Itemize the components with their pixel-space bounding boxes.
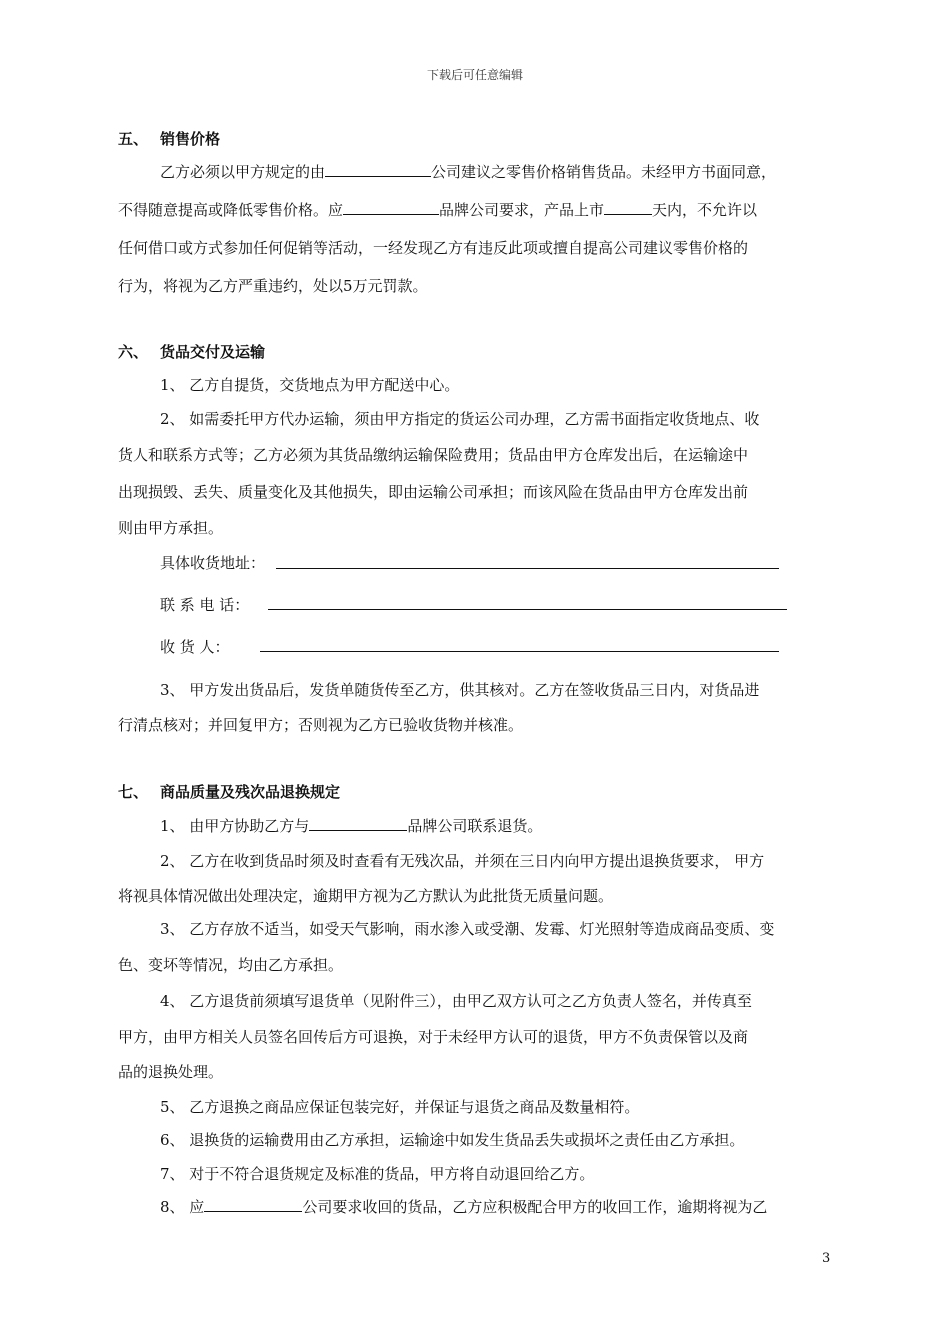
- section-5-heading: [118, 128, 220, 149]
- s5-line-4: 行为，将视为乙方严重违约，处以5万元罚款。: [118, 277, 428, 295]
- s6-item-3-line-2: 行清点核对；并回复甲方；否则视为乙方已验收货物并核准。: [118, 716, 524, 734]
- s5-text: 乙方必须以甲方规定的由: [160, 163, 326, 181]
- s6-item-2-line-1: 2、 如需委托甲方代办运输，须由甲方指定的货运公司办理，乙方需书面指定收货地点、收: [160, 410, 760, 428]
- s6-item-1: 1、 乙方自提货，交货地点为甲方配送中心。: [160, 376, 460, 394]
- phone-label: 联 系 电 话：: [160, 596, 250, 614]
- recipient-field[interactable]: [260, 651, 779, 652]
- s5-text: 品牌公司要求，产品上市: [439, 201, 605, 219]
- s7-item-3-line-1: 3、 乙方存放不适当，如受天气影响，雨水渗入或受潮、发霉、灯光照射等造成商品变质、变: [160, 920, 775, 938]
- s7-item-1: [160, 815, 542, 836]
- s7-item-5: 5、 乙方退换之商品应保证包装完好，并保证与退货之商品及数量相符。: [160, 1098, 640, 1116]
- s5-line-3: 任何借口或方式参加任何促销等活动，一经发现乙方有违反此项或擅自提高公司建议零售价格的: [118, 239, 749, 257]
- s7-item-4-line-2: 甲方，由甲方相关人员签名回传后方可退换，对于未经甲方认可的退货，甲方不负责保管以及商: [118, 1028, 749, 1046]
- blank-brand-return: [309, 816, 407, 831]
- s7-item-4-line-3: 品的退换处理。: [118, 1063, 224, 1081]
- s7-text: 8、 应: [160, 1198, 205, 1216]
- section-7-title: 商品质量及残次品退换规定: [160, 783, 341, 801]
- s7-text: 1、 由甲方协助乙方与: [160, 817, 310, 835]
- s6-item-3-line-1: 3、 甲方发出货品后，发货单随货传至乙方，供其核对。乙方在签收货品三日内，对货品进: [160, 681, 760, 699]
- s7-item-2-line-1: 2、 乙方在收到货品时须及时查看有无残次品，并须在三日内向甲方提出退换货要求， 甲方: [160, 852, 765, 870]
- s6-item-2-line-2: 货人和联系方式等；乙方必须为其货品缴纳运输保险费用；货品由甲方仓库发出后，在运输途中: [118, 446, 749, 464]
- s7-item-2-line-2: 将视具体情况做出处理决定，逾期甲方视为乙方默认为此批货无质量问题。: [118, 887, 614, 905]
- address-label: 具体收货地址：: [160, 554, 266, 572]
- s5-line-1: [160, 161, 776, 182]
- page-header: 下载后可任意编辑: [426, 68, 523, 82]
- section-6-title: 货品交付及运输: [160, 343, 266, 361]
- s6-item-2-line-3: 出现损毁、丢失、质量变化及其他损失，即由运输公司承担；而该风险在货品由甲方仓库发出前: [118, 483, 749, 501]
- s7-item-7: 7、 对于不符合退货规定及标准的货品，甲方将自动退回给乙方。: [160, 1165, 595, 1183]
- address-field[interactable]: [276, 568, 779, 569]
- s7-item-4-line-1: 4、 乙方退货前须填写退货单（见附件三），由甲乙双方认可之乙方负责人签名，并传真至: [160, 992, 752, 1010]
- blank-days: [604, 200, 652, 215]
- blank-company: [325, 162, 431, 177]
- s6-item-2-line-4: 则由甲方承担。: [118, 519, 224, 537]
- s7-item-8: [160, 1196, 767, 1217]
- section-6-heading: [118, 341, 265, 362]
- section-7-heading: [118, 781, 340, 802]
- page-number: 3: [822, 1251, 831, 1266]
- recipient-label: 收 货 人：: [160, 638, 230, 656]
- section-5-title: 销售价格: [160, 130, 221, 148]
- section-5-number: 五、: [118, 130, 149, 148]
- section-6-number: 六、: [118, 343, 149, 361]
- s5-text: 公司建议之零售价格销售货品。未经甲方书面同意，: [431, 163, 777, 181]
- s7-item-3-line-2: 色、变坏等情况，均由乙方承担。: [118, 956, 344, 974]
- section-7-number: 七、: [118, 783, 149, 801]
- blank-company-recall: [204, 1197, 302, 1212]
- s5-text: 天内，不允许以: [652, 201, 758, 219]
- s5-text: 不得随意提高或降低零售价格。应: [118, 201, 344, 219]
- s5-line-2: [118, 199, 757, 220]
- s7-text: 品牌公司联系退货。: [407, 817, 543, 835]
- blank-brand: [343, 200, 439, 215]
- s7-text: 公司要求收回的货品，乙方应积极配合甲方的收回工作，逾期将视为乙: [302, 1198, 768, 1216]
- s7-item-6: 6、 退换货的运输费用由乙方承担，运输途中如发生货品丢失或损坏之责任由乙方承担。: [160, 1131, 745, 1149]
- phone-field[interactable]: [268, 609, 787, 610]
